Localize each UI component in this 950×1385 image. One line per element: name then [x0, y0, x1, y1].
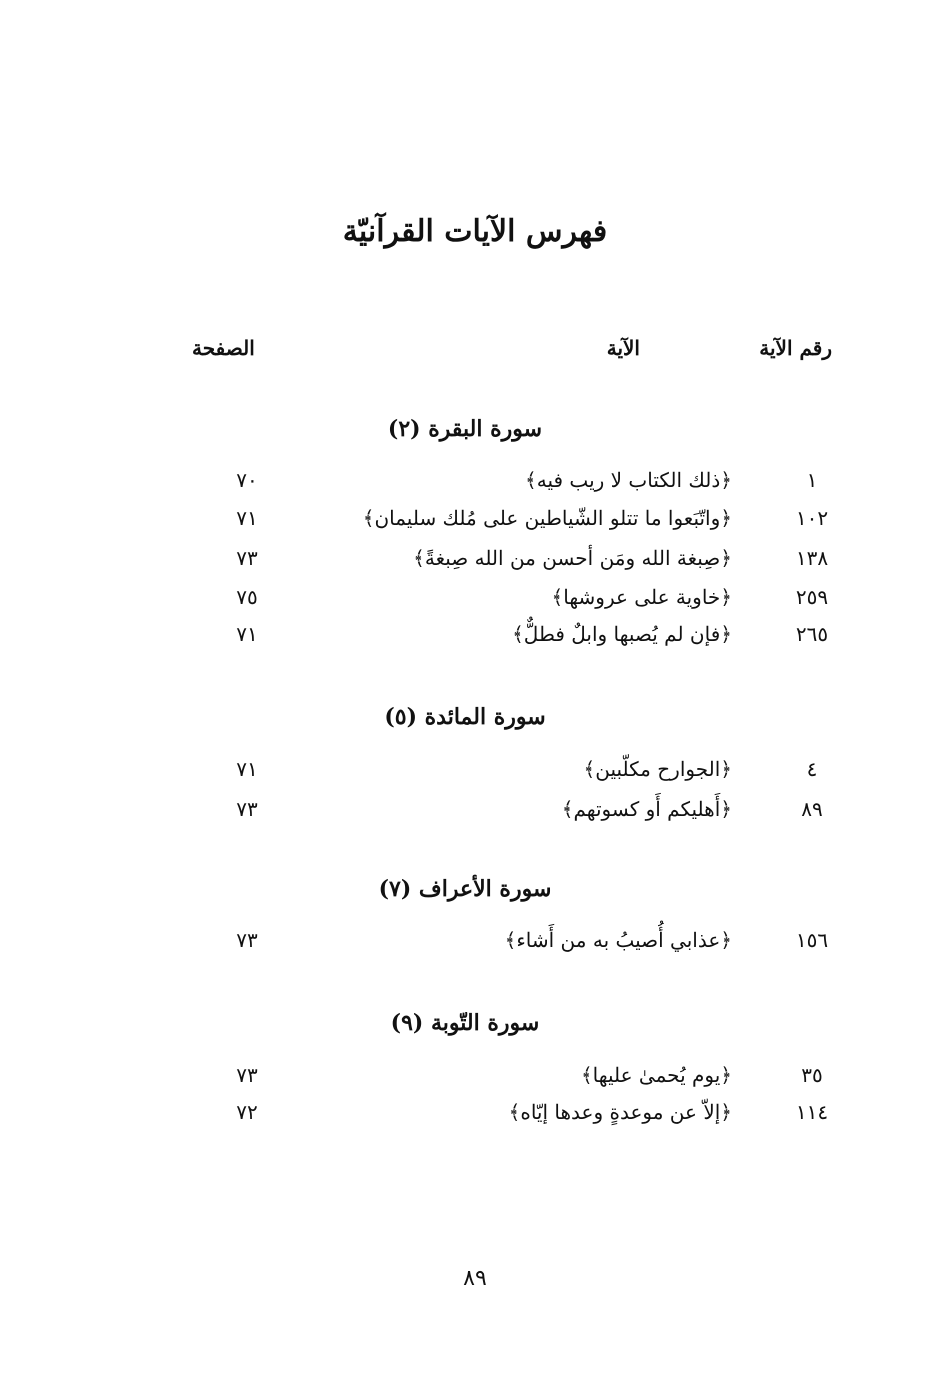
verse-text: ﴿ذلك الكتاب لا ريب فيه﴾ — [525, 468, 732, 492]
verse-text: ﴿صِبغة الله ومَن أحسن من الله صِبغةً﴾ — [413, 546, 732, 570]
table-row — [0, 546, 950, 584]
table-row — [0, 468, 950, 506]
page-ref: ٧١ — [236, 757, 258, 781]
verse-number: ٢٥٩ — [795, 585, 829, 609]
verse-text: ﴿واتّبَعوا ما تتلو الشّياطين على مُلك سليمان﴾ — [362, 506, 732, 530]
page-ref: ٧١ — [236, 506, 258, 530]
surah-title-baqarah: سورة البقرة (٢) — [387, 416, 543, 442]
verse-number: ١٥٦ — [795, 928, 829, 952]
verse-number: ٣٥ — [801, 1063, 823, 1087]
table-row — [0, 506, 950, 544]
verse-number: ٢٦٥ — [795, 622, 829, 646]
page-title: فهرس الآيات القرآنيّة — [342, 214, 608, 249]
page-ref: ٧٣ — [236, 928, 258, 952]
page-ref: ٧٣ — [236, 1063, 258, 1087]
verse-text: ﴿إلاّ عن موعدةٍ وعدها إيّاه﴾ — [508, 1100, 732, 1124]
verse-number: ٤ — [806, 757, 818, 781]
header-verse: الآية — [606, 336, 640, 360]
table-row — [0, 928, 950, 966]
page-ref: ٧٢ — [236, 1100, 258, 1124]
surah-title-tawbah: سورة التّوبة (٩) — [390, 1010, 540, 1036]
header-page: الصفحة — [192, 336, 255, 360]
page-ref: ٧٥ — [236, 585, 258, 609]
header-verse-number: رقم الآية — [759, 336, 832, 360]
verse-text: ﴿فإن لم يُصبها وابلٌ فطلٌّ﴾ — [512, 622, 732, 646]
surah-title-araf: سورة الأعراف (٧) — [378, 876, 552, 902]
page-ref: ٧١ — [236, 622, 258, 646]
table-row — [0, 1063, 950, 1101]
verse-text: ﴿خاوية على عروشها﴾ — [551, 585, 732, 609]
table-row — [0, 622, 950, 660]
verse-number: ١٠٢ — [795, 506, 829, 530]
verse-number: ١ — [806, 468, 818, 492]
page-ref: ٧٣ — [236, 797, 258, 821]
table-row — [0, 1100, 950, 1138]
verse-text: ﴿عذابي أُصيبُ به من أَشاء﴾ — [504, 928, 732, 952]
page-ref: ٧٣ — [236, 546, 258, 570]
surah-title-maidah: سورة المائدة (٥) — [384, 704, 546, 730]
table-row — [0, 585, 950, 623]
table-row — [0, 797, 950, 835]
verse-number: ٨٩ — [801, 797, 823, 821]
verse-number: ١٣٨ — [795, 546, 829, 570]
page-ref: ٧٠ — [236, 468, 258, 492]
verse-text: ﴿أَهليكم أَو كسوتهم﴾ — [561, 797, 732, 821]
verse-number: ١١٤ — [795, 1100, 829, 1124]
verse-text: ﴿يوم يُحمىٰ عليها﴾ — [580, 1063, 732, 1087]
page-number: ٨٩ — [463, 1266, 487, 1291]
verse-text: ﴿الجوارح مكلّبين﴾ — [583, 757, 732, 781]
table-row — [0, 757, 950, 795]
